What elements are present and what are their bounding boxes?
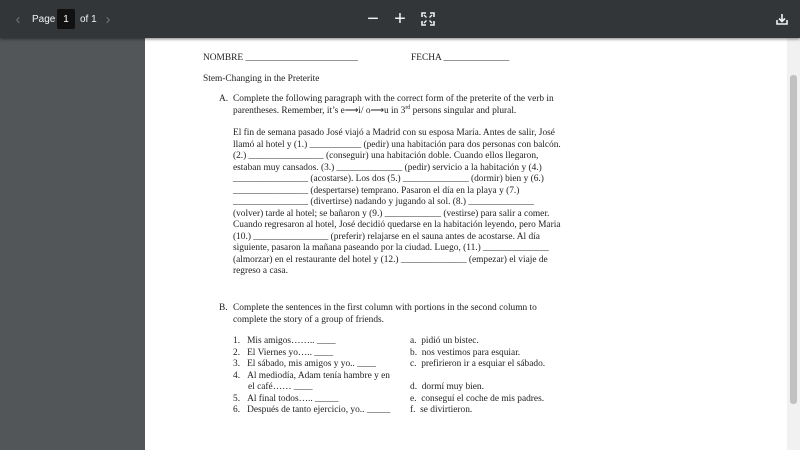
matching-column-right: [410, 336, 545, 417]
section-b-marker: B.: [219, 303, 228, 313]
matching-column-left: [233, 336, 390, 417]
zoom-in-button[interactable]: [392, 9, 408, 29]
pdf-toolbar: [0, 0, 800, 38]
next-page-button[interactable]: [101, 10, 115, 28]
document-page: [145, 38, 787, 450]
page-number-input[interactable]: 1: [57, 9, 75, 29]
section-a-marker: A.: [219, 94, 229, 104]
instruction-line: Complete the sentences in the first column with portions in the second column to: [233, 303, 537, 313]
worksheet-title: Stem-Changing in the Preterite: [203, 74, 320, 84]
date-field: FECHA ______________: [411, 53, 510, 63]
paragraph-line: siguiente, pasaron la mañana paseando por la ciudad. Luego, (11.) ______________: [233, 243, 549, 253]
section-a-paragraph: [233, 128, 561, 278]
list-item: f. se divirtieron.: [410, 405, 473, 415]
paragraph-line: llamó al hotel y (1.) ___________ (pedir) una habitación para dos personas con balcón.: [233, 139, 561, 150]
section-b-instructions: [233, 303, 537, 326]
paragraph-line: (10.) ________________ (preferir) relajarse en el sauna antes de acostarse. Al día: [233, 231, 540, 242]
paragraph-line: estaban muy cansados. (3.) ______________ (pedir) servicio a la habitación y (4.): [233, 162, 542, 173]
list-item: 2. El Viernes yo….. ____: [233, 347, 334, 358]
instruction-line: complete the story of a group of friends.: [233, 314, 384, 325]
paragraph-line: Cuando regresaron al hotel, José decidió quedarse en la habitación leyendo, pero Maria: [233, 220, 561, 230]
paragraph-line: ________________ (despertarse) temprano. Pasaron el día en la playa y (7.): [233, 185, 520, 196]
superscript: rd: [405, 104, 411, 111]
list-item: e. conseguí el coche de mis padres.: [410, 393, 545, 404]
name-field: NOMBRE ________________________: [203, 53, 358, 63]
list-item: 6. Después de tanto ejercicio, yo.. _____: [233, 405, 391, 415]
instruction-line: parentheses. Remember, it’s e⟶i/ o⟶u in 3rd persons singular and plural.: [233, 104, 517, 116]
page-label: Page: [32, 13, 56, 25]
page-count-label: of 1: [80, 13, 97, 25]
vertical-scrollbar[interactable]: [787, 38, 800, 450]
chevron-right-icon: ›: [105, 10, 111, 28]
list-item: a. pidió un bistec.: [410, 336, 479, 346]
paragraph-line: El fin de semana pasado José viajó a Madrid con su esposa María. Antes de salir, José: [233, 128, 555, 138]
minus-icon: −: [367, 8, 379, 30]
previous-page-button[interactable]: [10, 10, 26, 28]
paragraph-line: (volver) tarde al hotel; se bañaron y (9.) ____________ (vestirse) para salir a comer.: [233, 208, 550, 219]
paragraph-line: regreso a casa.: [233, 266, 288, 276]
paragraph-line: ________________ (acostarse). Los dos (5.) ______________ (dormir) bien y (6.): [233, 174, 544, 184]
fit-to-page-button[interactable]: [420, 11, 436, 27]
paragraph-line: (almorzar) en el restaurante del hotel y (12.) ______________ (empezar) el viaje de: [233, 254, 548, 265]
instruction-line: Complete the following paragraph with the correct form of the preterite of the verb in: [233, 94, 554, 104]
list-item: c. prefirieron ir a esquiar el sábado.: [410, 359, 546, 369]
plus-icon: +: [394, 8, 406, 30]
list-item-continuation: el café…… ____: [248, 382, 313, 392]
list-item: 3. El sábado, mis amigos y yo.. ____: [233, 359, 376, 369]
list-item: 5. Al final todos….. _____: [233, 393, 339, 404]
download-button[interactable]: [774, 11, 790, 27]
chevron-left-icon: ‹: [15, 10, 21, 28]
list-item: b. nos vestimos para esquiar.: [410, 347, 521, 358]
zoom-out-button[interactable]: [365, 9, 381, 29]
download-icon: [775, 12, 789, 26]
list-item: 4. Al mediodía, Adam tenía hambre y en: [233, 370, 390, 381]
fit-page-icon: [421, 12, 435, 26]
paragraph-line: (2.) ________________ (conseguir) una habitación doble. Cuando ellos llegaron,: [233, 151, 539, 161]
paragraph-line: ________________ (divertirse) nadando y jugando al sol. (8.) ______________: [233, 197, 534, 207]
scrollbar-thumb[interactable]: [790, 75, 797, 404]
list-item: d. dormí muy bien.: [410, 382, 484, 392]
list-spacer: [410, 371, 545, 383]
section-a-instructions: [233, 94, 554, 117]
list-item: 1. Mis amigos…….. ____: [233, 336, 336, 346]
